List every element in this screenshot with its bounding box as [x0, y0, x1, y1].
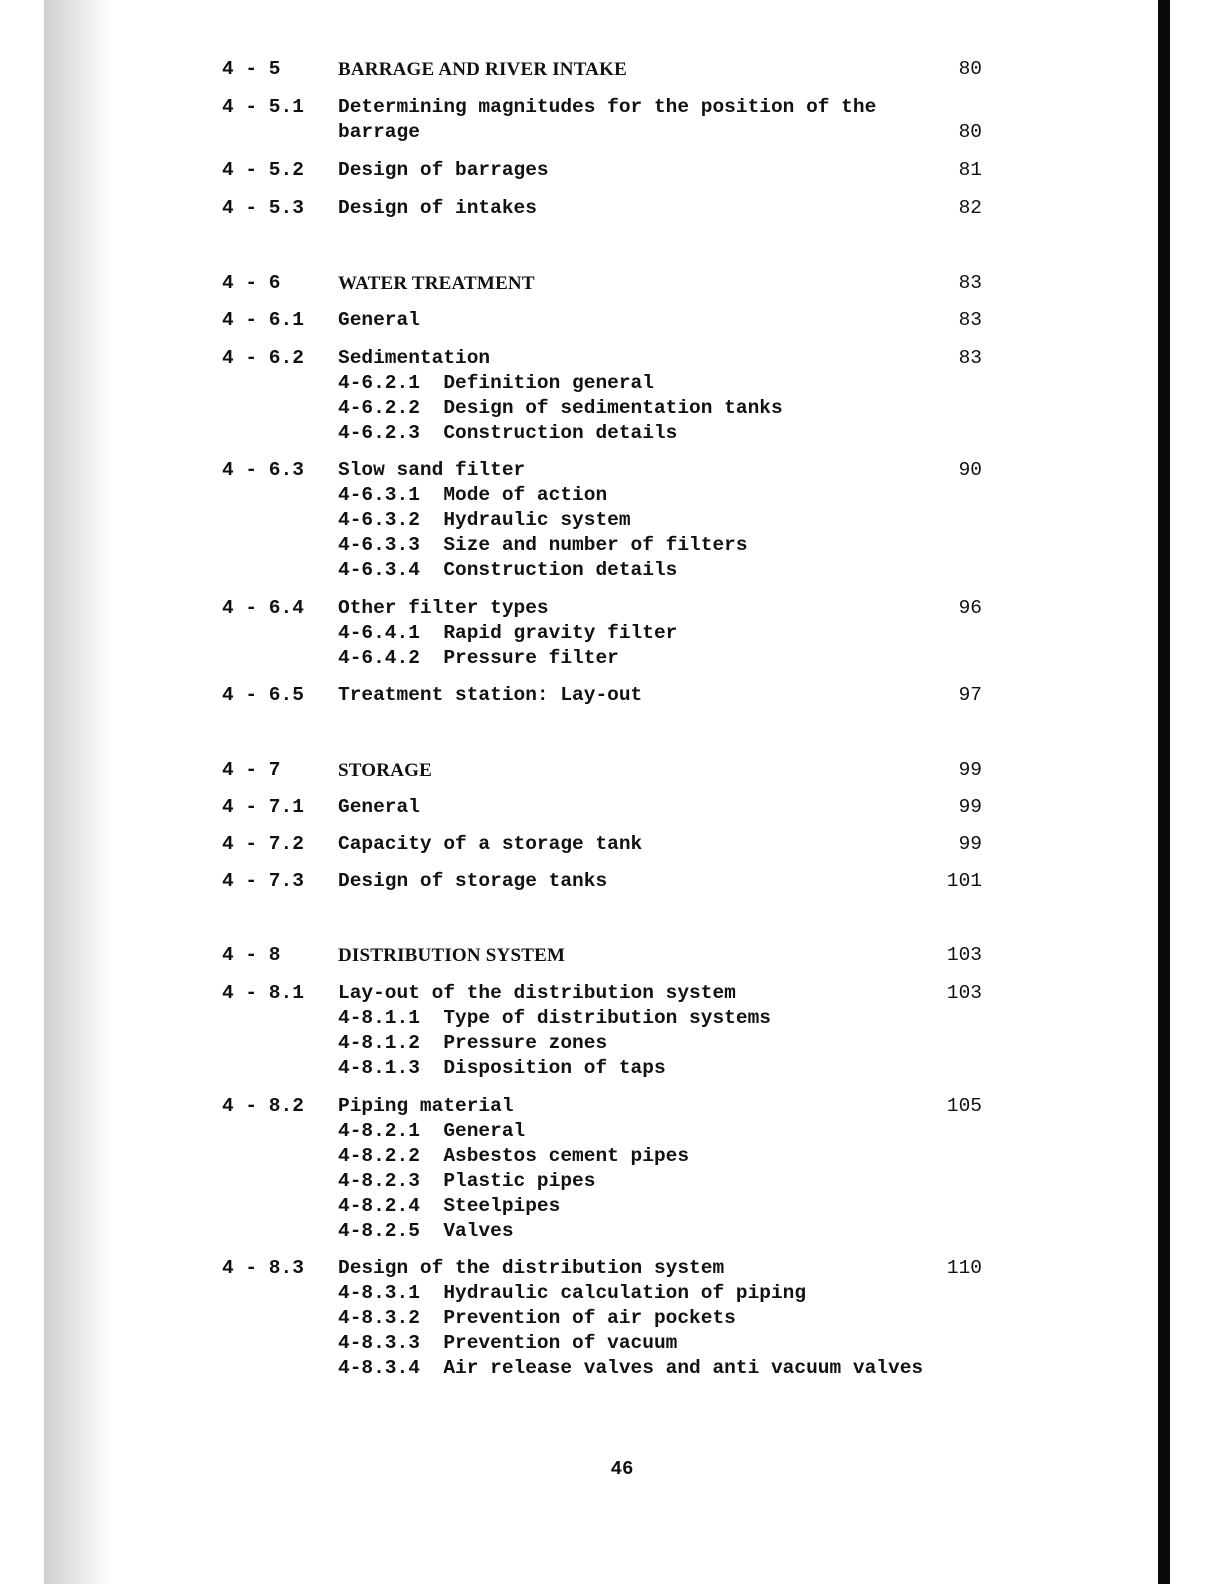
toc-heading [0, 57, 1158, 82]
toc-line [0, 596, 1158, 621]
toc-line [0, 95, 1158, 120]
toc-line [0, 1194, 1158, 1219]
page-ref: 99 [958, 759, 982, 781]
toc-line [0, 758, 1158, 783]
subsection-entry: 4-8.1.3 Disposition of taps [338, 1057, 666, 1079]
toc-line [0, 57, 1158, 82]
toc-line [0, 1169, 1158, 1194]
toc-line [0, 1006, 1158, 1031]
toc-line [0, 308, 1158, 333]
section-title: General [338, 309, 420, 331]
section-title: Sedimentation [338, 347, 491, 369]
subsection-entry: 4-8.1.1 Type of distribution systems [338, 1007, 771, 1029]
section-title: Design of intakes [338, 197, 537, 219]
toc-entry [0, 308, 1158, 333]
toc-entry [0, 795, 1158, 820]
subsection-entry: 4-6.3.2 Hydraulic system [338, 509, 631, 531]
section-number: 4 - 6.1 [222, 309, 304, 331]
toc-line [0, 196, 1158, 221]
toc-line [0, 1356, 1158, 1381]
section-number: 4 - 6.4 [222, 597, 304, 619]
toc-heading [0, 758, 1158, 783]
section-number: 4 - 7.2 [222, 833, 304, 855]
toc-line [0, 458, 1158, 483]
page-ref: 80 [958, 58, 982, 80]
section-number: 4 - 5.3 [222, 197, 304, 219]
toc-entry [0, 869, 1158, 894]
page-ref: 103 [946, 982, 982, 1004]
toc-line [0, 558, 1158, 583]
section-number: 4 - 6 [222, 272, 281, 294]
section-number: 4 - 5.2 [222, 159, 304, 181]
section-title: Design of storage tanks [338, 870, 608, 892]
subsection-entry: 4-6.2.2 Design of sedimentation tanks [338, 397, 783, 419]
section-title: Lay-out of the distribution system [338, 982, 736, 1004]
toc-line [0, 271, 1158, 296]
toc-line [0, 683, 1158, 708]
page-ref: 83 [958, 347, 982, 369]
section-number: 4 - 8.1 [222, 982, 304, 1004]
toc-entry [0, 596, 1158, 671]
section-title: Determining magnitudes for the position of the [338, 96, 877, 118]
section-title: Other filter types [338, 597, 549, 619]
subsection-entry: 4-6.2.3 Construction details [338, 422, 678, 444]
toc-line [0, 1281, 1158, 1306]
toc-entry [0, 1094, 1158, 1244]
page-number: 46 [610, 1458, 634, 1480]
subsection-entry: 4-6.3.1 Mode of action [338, 484, 608, 506]
page-ref: 90 [958, 459, 982, 481]
toc-entry [0, 981, 1158, 1081]
section-number: 4 - 6.2 [222, 347, 304, 369]
toc-line [0, 943, 1158, 968]
section-title: Slow sand filter [338, 459, 526, 481]
page-ref: 110 [946, 1257, 982, 1279]
toc-heading [0, 943, 1158, 968]
section-title: General [338, 796, 420, 818]
page-ref: 83 [958, 309, 982, 331]
section-number: 4 - 6.3 [222, 459, 304, 481]
subsection-entry: 4-8.1.2 Pressure zones [338, 1032, 608, 1054]
toc-line [0, 396, 1158, 421]
section-number: 4 - 8.3 [222, 1257, 304, 1279]
toc-line [0, 1119, 1158, 1144]
toc-line [0, 1144, 1158, 1169]
page-ref: 101 [946, 870, 982, 892]
subsection-entry: 4-8.3.2 Prevention of air pockets [338, 1307, 736, 1329]
toc-entry [0, 683, 1158, 708]
toc-heading [0, 271, 1158, 296]
section-number: 4 - 7.3 [222, 870, 304, 892]
toc-entry [0, 346, 1158, 446]
page-ref: 99 [958, 833, 982, 855]
toc-line [0, 533, 1158, 558]
page-ref: 83 [958, 272, 982, 294]
toc-entry [0, 196, 1158, 221]
section-title: Design of barrages [338, 159, 549, 181]
subsection-entry: 4-8.2.1 General [338, 1120, 526, 1142]
section-title: Treatment station: Lay-out [338, 684, 643, 706]
toc-line [0, 795, 1158, 820]
toc-line [0, 1256, 1158, 1281]
toc-line [0, 1031, 1158, 1056]
toc-entry [0, 158, 1158, 183]
section-number: 4 - 5.1 [222, 96, 304, 118]
subsection-entry: 4-8.3.3 Prevention of vacuum [338, 1332, 678, 1354]
section-title: STORAGE [338, 760, 432, 781]
subsection-entry: 4-8.3.4 Air release valves and anti vacuum valves [338, 1357, 924, 1379]
section-number: 4 - 6.5 [222, 684, 304, 706]
subsection-entry: 4-6.4.1 Rapid gravity filter [338, 622, 678, 644]
page-ref: 81 [958, 159, 982, 181]
subsection-entry: 4-8.2.2 Asbestos cement pipes [338, 1145, 690, 1167]
subsection-entry: 4-8.2.4 Steelpipes [338, 1195, 561, 1217]
page-ref: 103 [946, 944, 982, 966]
toc-line [0, 1056, 1158, 1081]
toc-line [0, 508, 1158, 533]
subsection-entry: 4-8.3.1 Hydraulic calculation of piping [338, 1282, 807, 1304]
toc-entry [0, 832, 1158, 857]
section-title: Design of the distribution system [338, 1257, 725, 1279]
page-ref: 97 [958, 684, 982, 706]
section-title-continued: barrage [338, 121, 420, 143]
toc-line [0, 1094, 1158, 1119]
subsection-entry: 4-6.3.4 Construction details [338, 559, 678, 581]
toc-entry [0, 1256, 1158, 1381]
toc-line [0, 371, 1158, 396]
toc-entry [0, 458, 1158, 583]
section-number: 4 - 5 [222, 58, 281, 80]
section-number: 4 - 8 [222, 944, 281, 966]
toc-line [0, 1331, 1158, 1356]
page-ref: 105 [946, 1095, 982, 1117]
section-number: 4 - 7.1 [222, 796, 304, 818]
subsection-entry: 4-6.4.2 Pressure filter [338, 647, 619, 669]
page-ref: 99 [958, 796, 982, 818]
toc-line [0, 981, 1158, 1006]
section-title: DISTRIBUTION SYSTEM [338, 945, 566, 966]
toc-line [0, 1306, 1158, 1331]
section-number: 4 - 7 [222, 759, 281, 781]
toc-line [0, 646, 1158, 671]
section-title: Piping material [338, 1095, 514, 1117]
subsection-entry: 4-8.2.3 Plastic pipes [338, 1170, 596, 1192]
subsection-entry: 4-6.3.3 Size and number of filters [338, 534, 748, 556]
section-title: Capacity of a storage tank [338, 833, 643, 855]
toc-line [0, 483, 1158, 508]
toc-line [0, 421, 1158, 446]
section-number: 4 - 8.2 [222, 1095, 304, 1117]
section-title: BARRAGE AND RIVER INTAKE [338, 59, 627, 80]
toc-entry [0, 95, 1158, 145]
subsection-entry: 4-8.2.5 Valves [338, 1220, 514, 1242]
toc-line [0, 158, 1158, 183]
toc-line [0, 869, 1158, 894]
toc-line [0, 621, 1158, 646]
toc-line [0, 346, 1158, 371]
toc-line [0, 1219, 1158, 1244]
toc-line [0, 120, 1158, 145]
page-ref: 80 [958, 121, 982, 143]
page-ref: 82 [958, 197, 982, 219]
section-title: WATER TREATMENT [338, 273, 535, 294]
page-ref: 96 [958, 597, 982, 619]
subsection-entry: 4-6.2.1 Definition general [338, 372, 654, 394]
toc-line [0, 832, 1158, 857]
